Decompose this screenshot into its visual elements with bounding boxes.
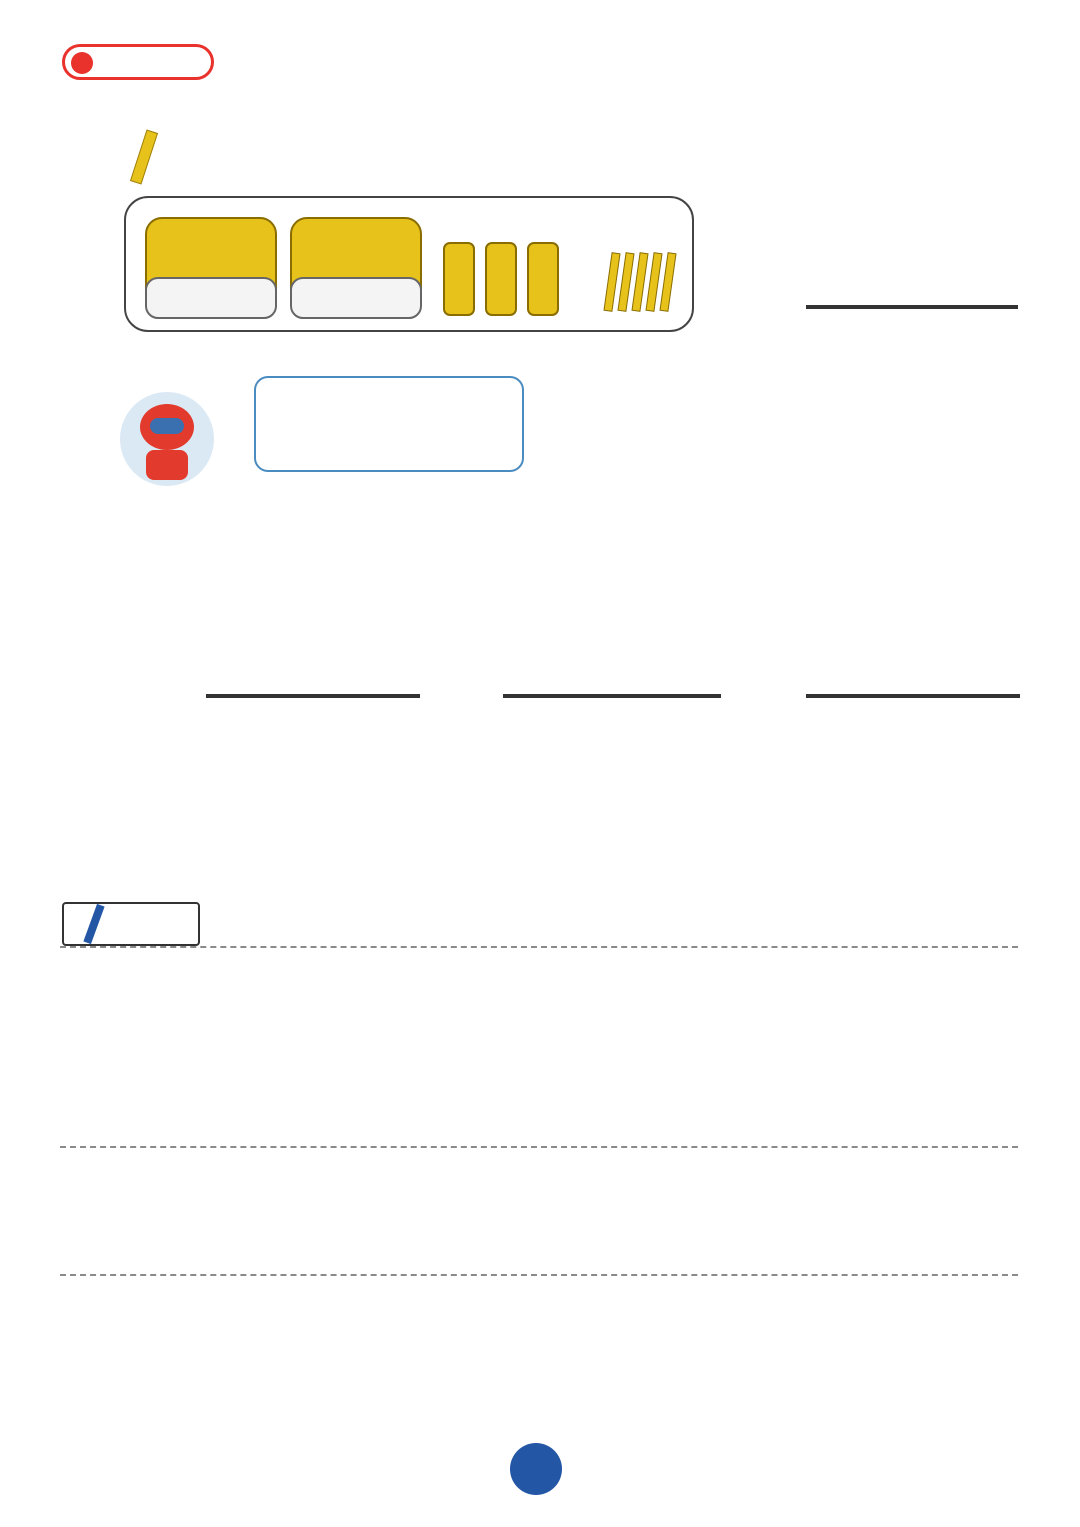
counter-3-rods [806, 544, 1020, 696]
counter-1-frame [206, 694, 420, 698]
robot-avatar [120, 392, 214, 486]
stick-icon [130, 129, 158, 184]
page-number [510, 1443, 562, 1495]
example-counter-frame [806, 305, 1018, 309]
pencil-icon [83, 904, 104, 944]
hundred-bundle-icon [291, 218, 421, 318]
header-info [230, 50, 252, 75]
smile-icon [71, 52, 93, 74]
divider [60, 1146, 1018, 1148]
practice-title [62, 902, 200, 946]
hundred-bundle-icon [146, 218, 276, 318]
ten-bundle-icon [444, 243, 558, 315]
stick-bundles-illustration [126, 198, 696, 334]
divider [60, 946, 1018, 948]
stick-bundles-box [124, 196, 694, 332]
counter-3-frame [806, 694, 1020, 698]
ones-answer [188, 153, 220, 177]
divider [60, 1274, 1018, 1276]
example-counter-rods [806, 220, 1016, 306]
counter-1-rods [206, 544, 420, 696]
counter-2-rods [503, 544, 717, 696]
intro-line [132, 130, 220, 184]
counter-2-frame [503, 694, 721, 698]
single-sticks-icon [604, 253, 676, 312]
brand-badge [62, 44, 214, 80]
number-line [90, 1330, 750, 1420]
speech-bubble [254, 376, 524, 472]
tens-answer [156, 153, 188, 177]
